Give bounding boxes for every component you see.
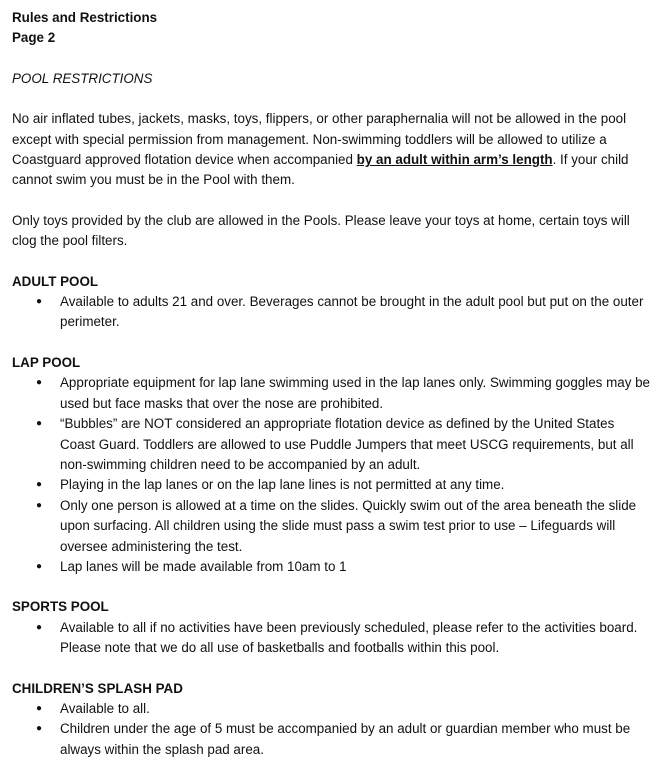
bullet-list [12, 699, 652, 760]
list-item: ● Only one person is allowed at a time on the slides. Quickly swim out of the area beneath the slide upon surfacing. All children using the slide must pass a swim test prior to use – Lifeguards will oversee administering the test. [12, 496, 652, 557]
paragraph-1-emphasis: by an adult within arm’s length [356, 152, 553, 168]
list-item: ● Available to all if no activities have been previously scheduled, please refer to the activities board. Please note that we do all use of basketballs and footballs within this pool. [12, 618, 652, 659]
section-heading: SPORTS POOL [12, 599, 109, 615]
paragraph-1-text-a: No air inflated tubes, jackets, masks, toys, flippers, or other paraphernalia will not be allowed in the pool except with special permission from management. Non-swimming toddlers will be allowed to utilize a Coastguard approved flotation device when accompanied [12, 111, 627, 168]
bullet-list [12, 373, 652, 577]
section-lap-pool [12, 353, 652, 577]
list-item: ● Playing in the lap lanes or on the lap lane lines is not permitted at any time. [12, 475, 652, 495]
section-childrens-splash-pad [12, 679, 652, 761]
list-item: ● Appropriate equipment for lap lane swimming used in the lap lanes only. Swimming goggles may be used but face masks that over the nose are prohibited. [12, 373, 652, 414]
list-item: ● Available to adults 21 and over. Beverages cannot be brought in the adult pool but put on the outer perimeter. [12, 292, 652, 333]
section-adult-pool [12, 272, 652, 333]
page-number: Page 2 [12, 30, 56, 46]
bullet-list [12, 618, 652, 659]
section-heading: CHILDREN’S SPLASH PAD [12, 680, 183, 696]
document-page [12, 8, 652, 760]
document-title: Rules and Restrictions [12, 10, 158, 25]
pool-restrictions-paragraph-1 [12, 109, 652, 191]
section-heading: LAP POOL [12, 354, 81, 370]
list-item: ● “Bubbles” are NOT considered an appropriate flotation device as defined by the United States Coast Guard. Toddlers are allowed to use Puddle Jumpers that meet USCG requirements, but all non-swimming children need to be accompanied by an adult. [12, 414, 652, 475]
section-sports-pool [12, 597, 652, 658]
list-item: ● Available to all. [12, 699, 652, 719]
section-heading: ADULT POOL [12, 273, 99, 289]
pool-restrictions-heading: POOL RESTRICTIONS [12, 70, 153, 86]
list-item: ● Lap lanes will be made available from 10am to 1 [12, 557, 652, 577]
pool-restrictions-paragraph-2: Only toys provided by the club are allowed in the Pools. Please leave your toys at home, certain toys will clog the pool filters. [12, 212, 630, 249]
list-item: ● Children under the age of 5 must be accompanied by an adult or guardian member who must be always within the splash pad area. [12, 719, 652, 760]
paragraph-1-text-b: . If your child cannot swim you must be in the Pool with them. [12, 152, 629, 188]
bullet-list [12, 292, 652, 333]
